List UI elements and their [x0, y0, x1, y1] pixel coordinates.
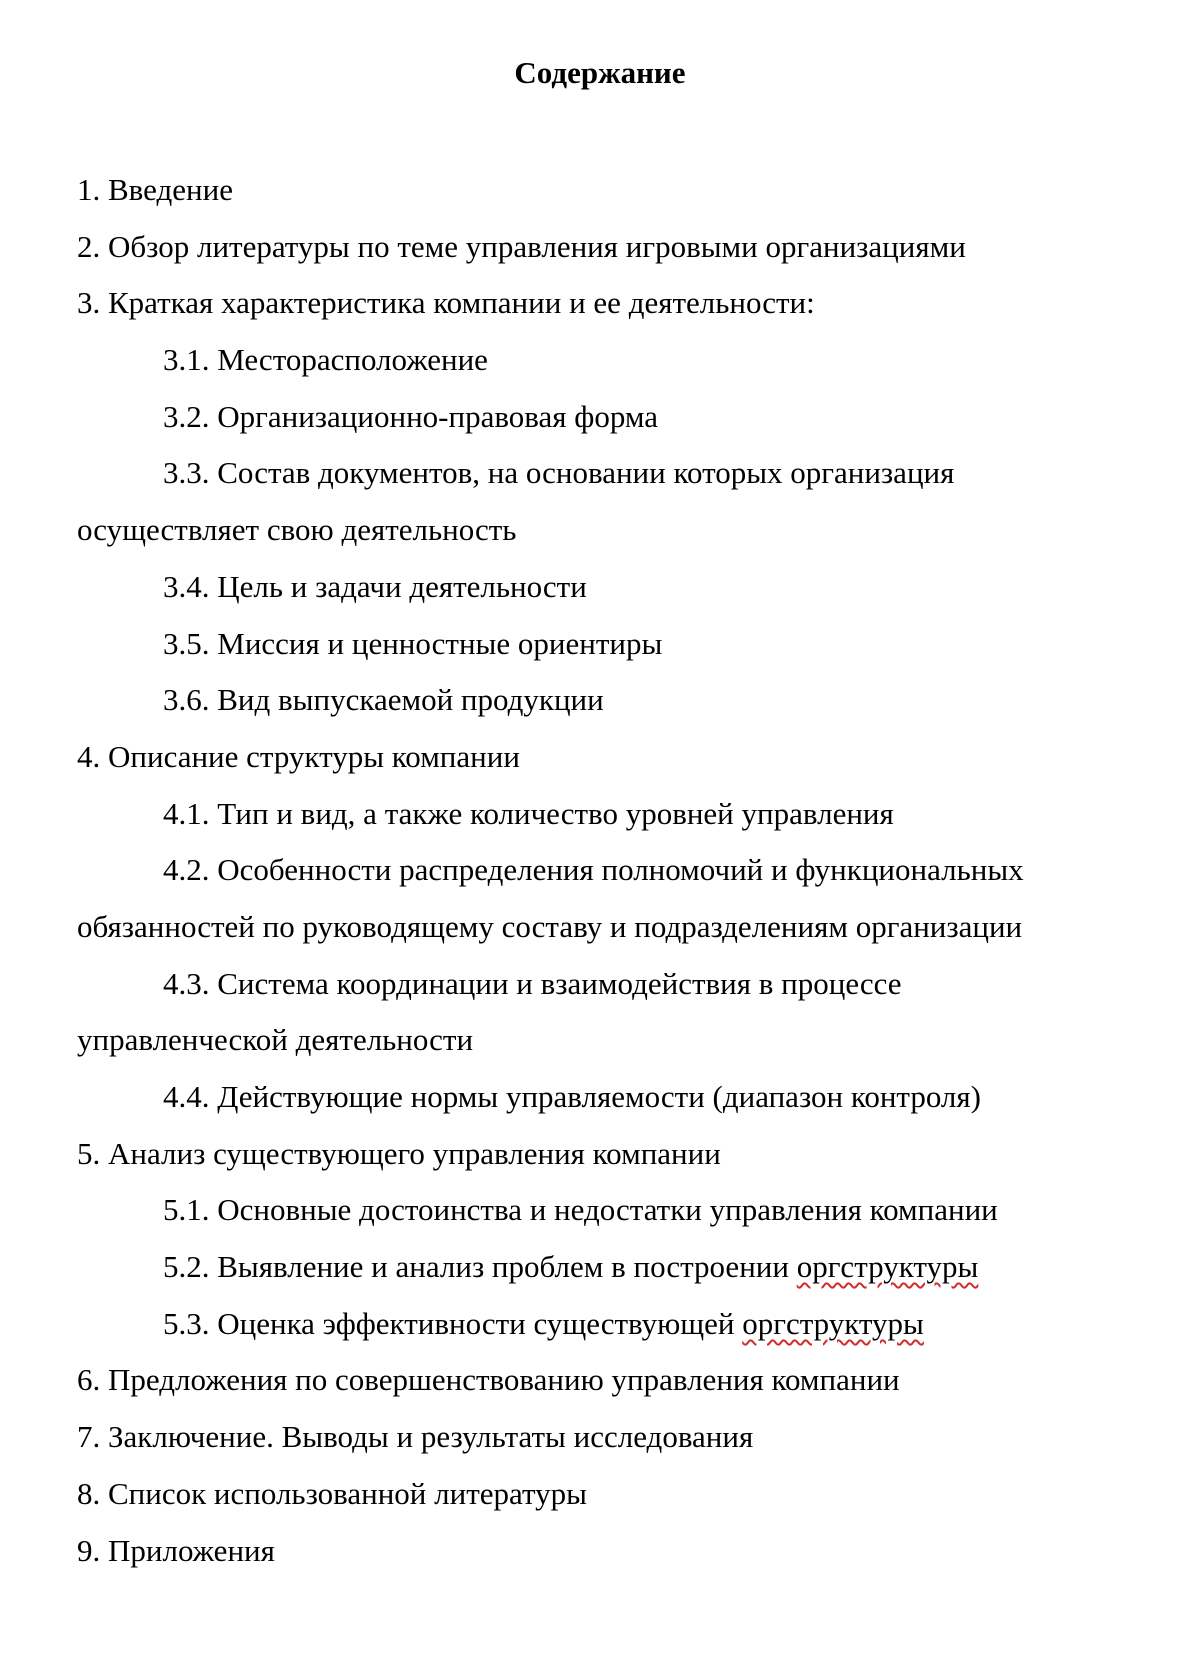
toc-item-9: 9. Приложения — [77, 1532, 275, 1568]
toc-item-4-4: 4.4. Действующие нормы управляемости (диапазон контроля) — [163, 1079, 981, 1114]
toc-item-3-5: 3.5. Миссия и ценностные ориентиры — [163, 625, 663, 661]
toc-item-6: 6. Предложения по совершенствованию управления компании — [77, 1362, 900, 1398]
toc-item-3-3-continuation: осуществляет свою деятельность — [77, 512, 517, 548]
toc-item-3-1: 3.1. Месторасположение — [163, 342, 488, 378]
toc-item-4-2-continuation: обязанностей по руководящему составу и подразделениям организации — [77, 908, 1023, 944]
toc-item-5-2-text: 5.2. Выявление и анализ проблем в построении — [163, 1249, 797, 1285]
toc-item-3-6: 3.6. Вид выпускаемой продукции — [163, 682, 604, 718]
toc-item-4-3-continuation: управленческой деятельности — [77, 1022, 474, 1058]
toc-item-5: 5. Анализ существующего управления компании — [77, 1135, 721, 1171]
toc-item-5-3-text: 5.3. Оценка эффективности существующей — [163, 1305, 743, 1341]
toc-item-4-1: 4.1. Тип и вид, а также количество уровней управления — [163, 795, 894, 831]
toc-item-3-3: 3.3. Состав документов, на основании которых организация — [163, 455, 955, 491]
toc-item-8: 8. Список использованной литературы — [77, 1475, 587, 1511]
misspelled-word[interactable]: оргструктуры — [742, 1305, 924, 1341]
toc-item-3-4: 3.4. Цель и задачи деятельности — [163, 568, 587, 604]
toc-item-2: 2. Обзор литературы по теме управления игровыми организациями — [77, 228, 966, 264]
toc-item-5-1: 5.1. Основные достоинства и недостатки управления компании — [163, 1192, 998, 1228]
page-title: Содержание — [514, 55, 686, 90]
toc-item-4-3: 4.3. Система координации и взаимодействия в процессе — [163, 965, 902, 1001]
toc-item-1: 1. Введение — [77, 172, 233, 207]
toc-item-5-2 — [77, 1239, 1137, 1296]
toc-item-3-2: 3.2. Организационно-правовая форма — [163, 398, 659, 434]
toc-item-3: 3. Краткая характеристика компании и ее деятельности: — [77, 285, 815, 321]
toc-item-5-3 — [77, 1296, 1137, 1353]
table-of-contents — [77, 162, 1137, 1579]
toc-item-4: 4. Описание структуры компании — [77, 738, 520, 774]
misspelled-word[interactable]: оргструктуры — [796, 1249, 979, 1285]
toc-item-7: 7. Заключение. Выводы и результаты исследования — [77, 1419, 754, 1455]
toc-item-4-2: 4.2. Особенности распределения полномочий и функциональных — [163, 852, 1024, 888]
